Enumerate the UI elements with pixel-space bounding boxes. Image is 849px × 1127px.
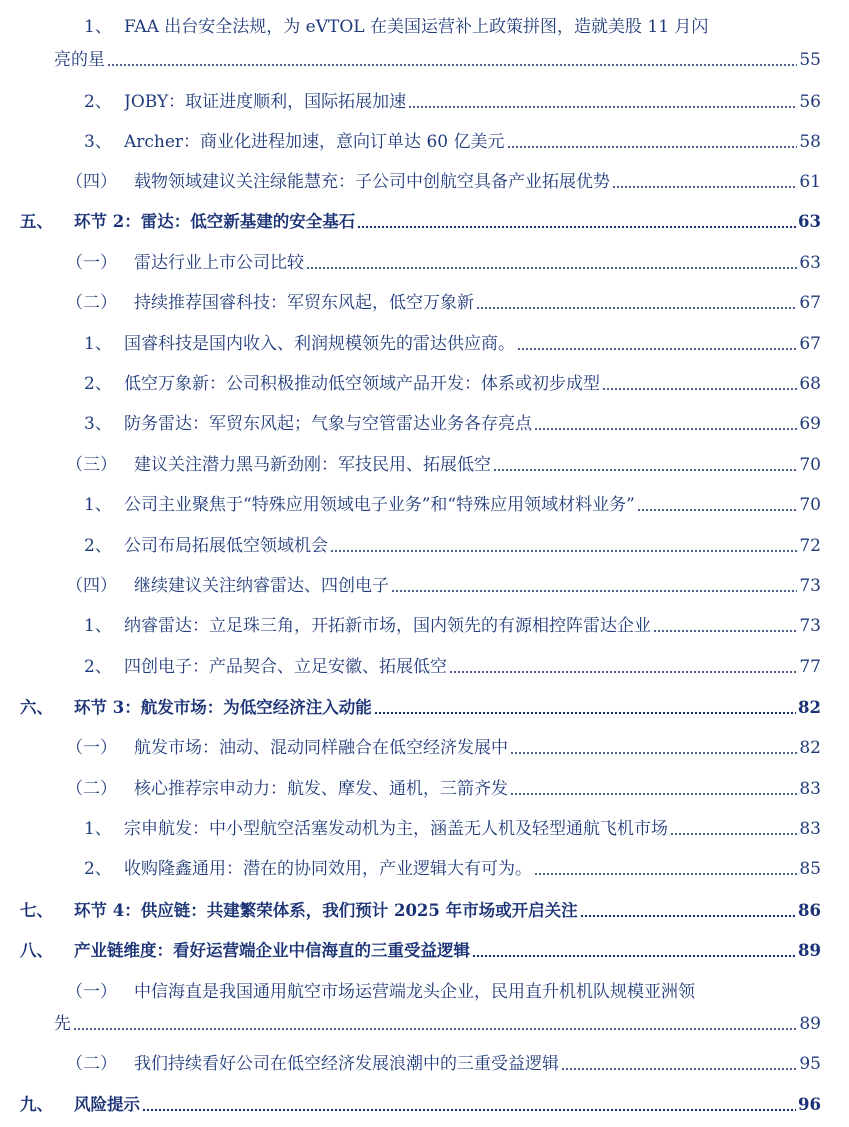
toc-entry-title: 环节 3：航发市场：为低空经济注入动能: [74, 698, 372, 717]
toc-entry-title: 我们持续看好公司在低空经济发展浪潮中的三重受益逻辑: [134, 1054, 559, 1074]
toc-entry-title: 国睿科技是国内收入、利润规模领先的雷达供应商。: [124, 334, 515, 354]
toc-entry[interactable]: [66, 292, 821, 314]
leader-dots: [472, 954, 796, 958]
leader-dots: [602, 387, 797, 391]
toc-entry-title: 环节 2：雷达：低空新基建的安全基石: [74, 212, 356, 231]
leader-dots: [561, 1067, 797, 1071]
toc-entry-number: 九、: [20, 1095, 53, 1114]
toc-entry-title: FAA 出台安全法规，为 eVTOL 在美国运营补上政策拼图，造就美股 11 月闪: [124, 17, 709, 37]
toc-entry-title: 四创电子：产品契合、立足安徽、拓展低空: [124, 657, 447, 677]
toc-page-number: 70: [799, 495, 821, 515]
toc-entry-title: 纳睿雷达：立足珠三角，开拓新市场，国内领先的有源相控阵雷达企业: [124, 616, 651, 636]
toc-entry-number: （二）: [66, 293, 117, 313]
toc-entry[interactable]: [84, 858, 821, 880]
toc-entry-title: JOBY：取证进度顺利，国际拓展加速: [124, 92, 407, 112]
toc-entry-title: 防务雷达：军贸东风起；气象与空管雷达业务各存亮点: [124, 414, 532, 434]
toc-entry-wrapped-line[interactable]: [84, 16, 708, 38]
toc-page-number: 73: [799, 576, 821, 596]
leader-dots: [517, 347, 797, 351]
toc-entry[interactable]: [54, 49, 821, 71]
toc-entry[interactable]: [84, 131, 821, 153]
toc-page-number: 77: [799, 657, 821, 677]
toc-entry-number: 五、: [20, 212, 53, 231]
toc-entry-title: 持续推荐国睿科技：军贸东风起，低空万象新: [134, 293, 474, 313]
toc-entry-title: 风险提示: [74, 1095, 140, 1114]
toc-entry[interactable]: [66, 454, 821, 476]
toc-entry[interactable]: [66, 778, 821, 800]
toc-entry-wrapped-line[interactable]: [66, 981, 695, 1003]
toc-entry-title: 低空万象新：公司积极推动低空领域产品开发：体系或初步成型: [124, 374, 600, 394]
toc-entry-number: （一）: [66, 253, 117, 273]
toc-entry[interactable]: [84, 615, 821, 637]
toc-entry-title: 载物领域建议关注绿能慧充：子公司中创航空具备产业拓展优势: [134, 172, 610, 192]
toc-entry-title: 雷达行业上市公司比较: [134, 253, 304, 273]
toc-entry[interactable]: [84, 413, 821, 435]
leader-dots: [510, 751, 797, 755]
toc-entry[interactable]: [66, 1053, 821, 1075]
toc-page-number: 73: [799, 616, 821, 636]
leader-dots: [534, 427, 797, 431]
toc-page-number: 61: [799, 172, 821, 192]
toc-entry-number: 1、: [84, 819, 112, 839]
toc-entry-number: 1、: [84, 334, 112, 354]
toc-page-number: 58: [799, 132, 821, 152]
leader-dots: [653, 629, 797, 633]
toc-page-number: 69: [799, 414, 821, 434]
leader-dots: [374, 711, 796, 715]
toc-entry-title: 继续建议关注纳睿雷达、四创电子: [134, 576, 389, 596]
toc-entry-number: 1、: [84, 616, 112, 636]
toc-page-number: 86: [798, 901, 821, 920]
toc-entry-title: 建议关注潜力黑马新劲刚：军技民用、拓展低空: [134, 455, 491, 475]
toc-page-number: 96: [798, 1095, 821, 1114]
toc-entry-section[interactable]: [20, 1094, 821, 1116]
toc-entry-title: 收购隆鑫通用：潜在的协同效用，产业逻辑大有可为。: [124, 859, 532, 879]
toc-page-number: 83: [799, 819, 821, 839]
toc-page-number: 83: [799, 779, 821, 799]
toc-entry-number: 2、: [84, 92, 112, 112]
toc-entry-section[interactable]: [20, 940, 821, 962]
toc-entry-title: 先: [54, 1014, 71, 1034]
leader-dots: [580, 914, 796, 918]
leader-dots: [493, 468, 797, 472]
toc-entry[interactable]: [84, 494, 821, 516]
leader-dots: [476, 306, 797, 310]
toc-page-number: 85: [799, 859, 821, 879]
toc-page-number: 70: [799, 455, 821, 475]
toc-page-number: 82: [799, 738, 821, 758]
toc-entry[interactable]: [84, 656, 821, 678]
toc-page-number: 67: [799, 293, 821, 313]
toc-entry-number: 3、: [84, 414, 112, 434]
leader-dots: [330, 549, 797, 553]
toc-entry-section[interactable]: [20, 697, 821, 719]
toc-entry-number: 1、: [84, 495, 112, 515]
toc-entry[interactable]: [84, 818, 821, 840]
leader-dots: [449, 670, 797, 674]
toc-page-number: 63: [798, 212, 821, 231]
toc-entry-number: 2、: [84, 536, 112, 556]
toc-page-number: 89: [799, 1014, 821, 1034]
toc-entry[interactable]: [54, 1013, 821, 1035]
toc-page-number: 55: [799, 50, 821, 70]
toc-page-number: 68: [799, 374, 821, 394]
toc-page-number: 72: [799, 536, 821, 556]
toc-entry-number: 八、: [20, 941, 53, 960]
toc-entry[interactable]: [84, 535, 821, 557]
leader-dots: [107, 63, 797, 67]
leader-dots: [391, 589, 797, 593]
toc-entry-number: （二）: [66, 779, 117, 799]
leader-dots: [510, 792, 797, 796]
toc-entry-title: 亮的星: [54, 50, 105, 70]
toc-entry-number: （二）: [66, 1054, 117, 1074]
toc-entry-section[interactable]: [20, 211, 821, 233]
leader-dots: [637, 508, 798, 512]
toc-entry-title: 中信海直是我国通用航空市场运营端龙头企业，民用直升机机队规模亚洲领: [134, 982, 695, 1002]
toc-entry-section[interactable]: [20, 900, 821, 922]
toc-entry-number: 1、: [84, 17, 112, 37]
toc-entry-number: 2、: [84, 859, 112, 879]
leader-dots: [612, 185, 797, 189]
toc-entry-title: 宗申航发：中小型航空活塞发动机为主，涵盖无人机及轻型通航飞机市场: [124, 819, 668, 839]
toc-page-number: 82: [798, 698, 821, 717]
toc-entry-title: 公司主业聚焦于“特殊应用领域电子业务”和“特殊应用领域材料业务”: [124, 495, 635, 515]
toc-entry[interactable]: [84, 333, 821, 355]
toc-entry-number: （四）: [66, 576, 117, 596]
toc-entry[interactable]: [66, 171, 821, 193]
toc-entry[interactable]: [66, 252, 821, 274]
leader-dots: [306, 266, 797, 270]
toc-entry-number: （一）: [66, 982, 117, 1002]
toc-entry[interactable]: [84, 373, 821, 395]
toc-entry-title: Archer：商业化进程加速，意向订单达 60 亿美元: [124, 132, 505, 152]
leader-dots: [142, 1108, 796, 1112]
toc-page-number: 56: [799, 92, 821, 112]
toc-page-number: 95: [799, 1054, 821, 1074]
toc-entry-number: 3、: [84, 132, 112, 152]
toc-entry-title: 产业链维度：看好运营端企业中信海直的三重受益逻辑: [74, 941, 470, 960]
toc-page-number: 89: [798, 941, 821, 960]
toc-entry-title: 核心推荐宗申动力：航发、摩发、通机，三箭齐发: [134, 779, 508, 799]
leader-dots: [357, 225, 796, 229]
toc-entry[interactable]: [84, 91, 821, 113]
toc-entry-title: 公司布局拓展低空领域机会: [124, 536, 328, 556]
toc-page-number: 67: [799, 334, 821, 354]
toc-entry-number: （三）: [66, 455, 117, 475]
leader-dots: [670, 832, 797, 836]
toc-entry-number: 2、: [84, 657, 112, 677]
leader-dots: [534, 872, 797, 876]
toc-entry-number: 2、: [84, 374, 112, 394]
leader-dots: [507, 145, 798, 149]
toc-entry-number: （四）: [66, 172, 117, 192]
toc-entry-title: 环节 4：供应链：共建繁荣体系，我们预计 2025 年市场或开启关注: [74, 901, 578, 920]
toc-page-number: 63: [799, 253, 821, 273]
toc-entry-title: 航发市场：油动、混动同样融合在低空经济发展中: [134, 738, 508, 758]
toc-entry[interactable]: [66, 737, 821, 759]
toc-entry-number: 七、: [20, 901, 53, 920]
toc-entry-number: （一）: [66, 738, 117, 758]
toc-entry-number: 六、: [20, 698, 53, 717]
leader-dots: [73, 1027, 797, 1031]
leader-dots: [408, 105, 797, 109]
toc-entry[interactable]: [66, 575, 821, 597]
